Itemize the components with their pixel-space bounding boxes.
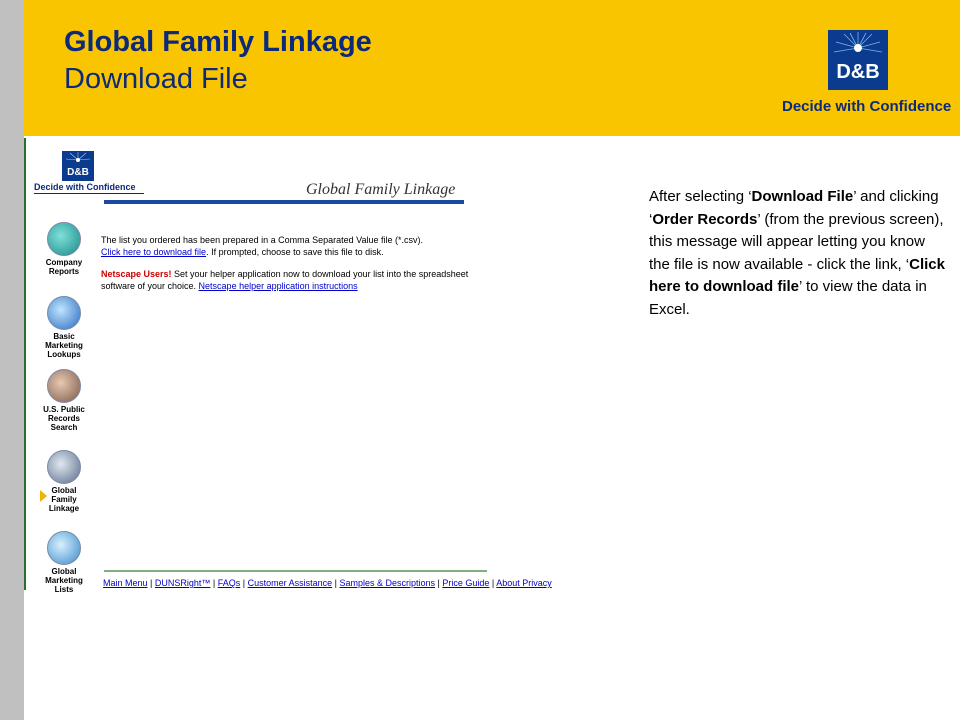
footer-link-customer-assistance[interactable]: Customer Assistance <box>247 578 333 588</box>
desc-bold-download-file: Download File <box>751 188 854 205</box>
footer-links: Main Menu | DUNSRight™ | FAQs | Customer Assistance | Samples & Descriptions | Price Guide | About Privacy <box>103 578 552 588</box>
desc-part-1: After selecting ‘ <box>649 188 752 205</box>
message-line-4-text: software of your choice. <box>101 281 199 291</box>
nav-global-family-linkage[interactable] <box>38 450 90 513</box>
desc-bold-click-here: Click here to download file <box>649 255 945 295</box>
screenshot-tagline: Decide with Confidence <box>34 182 136 192</box>
globe-icon <box>47 296 81 330</box>
small-db-logo-icon <box>62 151 94 181</box>
logo-text: D&B <box>836 61 880 83</box>
records-icon <box>47 369 81 403</box>
message-line-2-text: . If prompted, choose to save this file to disk. <box>206 247 384 257</box>
left-side-bar <box>0 0 24 720</box>
desc-bold-order-records: Order Records <box>652 210 758 228</box>
netscape-users-label: Netscape Users! <box>101 269 172 279</box>
nav-label: Basic Marketing Lookups <box>45 332 83 359</box>
nav-label: Global Marketing Lists <box>45 567 83 594</box>
footer-link-about-privacy[interactable]: About Privacy <box>496 578 552 588</box>
nav-global-marketing-lists[interactable] <box>38 531 90 594</box>
download-file-link[interactable]: Click here to download file <box>101 247 207 257</box>
netscape-helper-link[interactable]: Netscape helper application instructions <box>198 281 358 291</box>
linkage-icon <box>47 450 81 484</box>
company-reports-icon <box>47 222 81 256</box>
embedded-screenshot <box>24 138 604 594</box>
nav-us-public-records-search[interactable] <box>38 369 90 432</box>
message-line-4 <box>101 281 358 291</box>
small-logo-text: D&B <box>67 167 89 178</box>
description-text <box>649 186 949 321</box>
slide-title: Global Family Linkage <box>64 26 372 58</box>
desc-part-3: ’ (from the previous screen), this message will appear letting you know the file is now available - click the link, ‘ <box>649 210 944 273</box>
nav-basic-marketing-lookups[interactable] <box>38 296 90 359</box>
message-line-1: The list you ordered has been prepared in a Comma Separated Value file (*.csv). <box>101 235 424 245</box>
footer-link-dunsright[interactable]: DUNSRight™ <box>154 578 211 588</box>
tagline-rule <box>34 193 144 194</box>
nav-company-reports[interactable] <box>38 222 90 276</box>
footer-link-faqs[interactable]: FAQs <box>217 578 241 588</box>
slide-subtitle: Download File <box>64 63 248 95</box>
tagline: Decide with Confidence <box>782 98 952 115</box>
message-line-3 <box>101 269 468 279</box>
desc-part-2: ’ and clicking ‘ <box>649 188 939 228</box>
footer-link-main-menu[interactable]: Main Menu <box>103 578 148 588</box>
slide-header <box>24 0 960 136</box>
message-line-2 <box>101 247 384 257</box>
nav-label: Global Family Linkage <box>48 486 80 513</box>
footer-rule <box>104 570 487 572</box>
footer-link-samples-descriptions[interactable]: Samples & Descriptions <box>339 578 436 588</box>
db-logo-icon <box>828 30 888 90</box>
nav-label: U.S. Public Records Search <box>43 405 85 432</box>
heading-rule <box>104 200 464 204</box>
globe-lists-icon <box>47 531 81 565</box>
nav-label: Company Reports <box>45 258 83 276</box>
desc-part-4: ’ to view the data in Excel. <box>649 278 927 318</box>
footer-link-price-guide[interactable]: Price Guide <box>442 578 490 588</box>
screenshot-heading: Global Family Linkage <box>306 181 456 198</box>
netscape-text: Set your helper application now to download your list into the spreadsheet <box>171 269 469 279</box>
